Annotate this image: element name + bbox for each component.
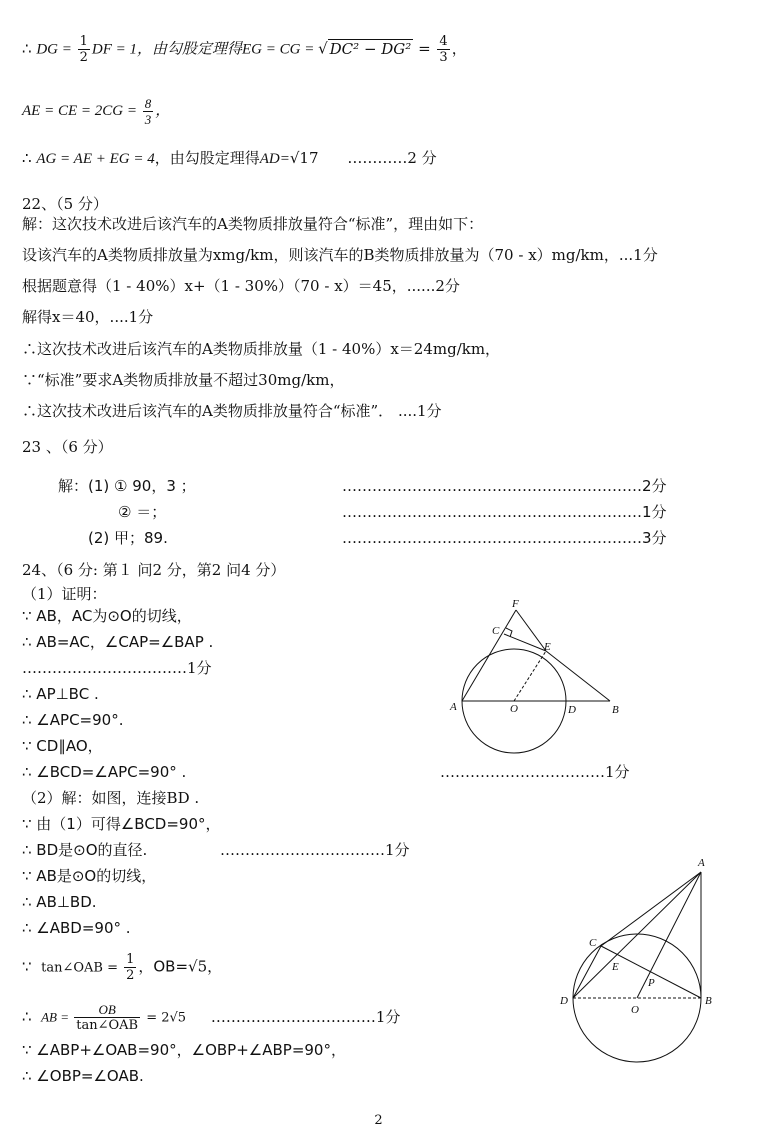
q22-line: 根据题意得（1 - 40%）x+（1 - 30%）（70 - x）＝45，......2分 <box>22 277 460 295</box>
q22-line: 设该汽车的A类物质排放量为xmg/km，则该汽车的B类物质排放量为（70 - x）mg/km，...1分 <box>22 246 658 264</box>
q24-line: ∴ AB=AC，∠CAP=∠BAP . <box>22 633 214 651</box>
q24-dots: ……………………………1分 <box>220 841 410 859</box>
label-a: A <box>698 857 705 869</box>
label-o: O <box>631 1004 639 1016</box>
label-d: D <box>568 704 576 716</box>
q24-dots: ……………………………1分 <box>440 763 630 781</box>
q22-line: ∴这次技术改进后该汽车的A类物质排放量（1 - 40%）x＝24mg/km， <box>22 340 501 358</box>
segment <box>573 872 701 998</box>
q24-line: ∴ ∠OBP=∠OAB. <box>22 1067 144 1085</box>
q24-line: ∴ ∠BCD=∠APC=90° . <box>22 763 187 781</box>
q23-r3-dots: ……………………………………………………3分 <box>342 529 667 547</box>
q24-line: （2）解：如图，连接BD . <box>22 789 200 807</box>
q23-r3: (2) 甲；89. <box>88 529 168 547</box>
q24-ab: ∴ AB = $\frac{OB}{\text{tan∠OAB}}$ = 2√5 ……………………………1分 <box>22 1002 401 1033</box>
label-p: P <box>648 977 655 989</box>
q24-line: ∵ CD∥AO， <box>22 737 103 755</box>
label-b: B <box>612 704 619 716</box>
q24-line: ∵ ∠ABP+∠OAB=90°，∠OBP+∠ABP=90°， <box>22 1041 346 1059</box>
label-c: C <box>492 625 500 637</box>
label-e: E <box>612 961 619 973</box>
segment <box>462 610 516 701</box>
q24-line: ∵ AB是⊙O的切线， <box>22 867 157 885</box>
q24-tan: ∵ tan∠OAB = $\frac{1}{2}$ ，OB=√5， <box>22 952 223 983</box>
q23-r2-dots: ……………………………………………………1分 <box>342 503 667 521</box>
segment <box>514 651 546 701</box>
geometry-figure-2 <box>555 850 735 1070</box>
segment <box>546 651 610 701</box>
q22-line: 解得x＝40，....1分 <box>22 308 154 326</box>
label-a: A <box>450 701 457 713</box>
q22-line: 解：这次技术改进后该汽车的A类物质排放量符合“标准”，理由如下： <box>22 215 484 233</box>
q24-head: 24、（6 分: 第１ 问2 分，第2 问4 分） <box>22 561 286 579</box>
q23-head: 23 、（6 分） <box>22 438 113 456</box>
q23-r2: ② ＝； <box>118 503 167 521</box>
q24-line: ∵ 由（1）可得∠BCD=90°， <box>22 815 221 833</box>
q23-r1-dots: ……………………………………………………2分 <box>342 477 667 495</box>
line-ae: AE = CE = 2CG = $\frac{8}{3}$ ， <box>22 96 171 127</box>
label-f: F <box>512 598 519 610</box>
q24-line: ∴ AB⊥BD. <box>22 893 97 911</box>
label-o: O <box>510 703 518 715</box>
segment <box>573 946 601 998</box>
label-e: E <box>544 641 551 653</box>
label-b: B <box>705 995 712 1007</box>
q22-line: ∴这次技术改进后该汽车的A类物质排放量符合“标准”． ....1分 <box>22 402 442 420</box>
geometry-figure-1 <box>440 596 640 766</box>
q24-line: （1）证明： <box>22 585 107 603</box>
q22-line: ∵“标准”要求A类物质排放量不超过30mg/km， <box>22 371 345 389</box>
page-number: 2 <box>374 1113 383 1128</box>
q24-line: ……………………………1分 <box>22 659 212 677</box>
q24-line: ∴ AP⊥BC . <box>22 685 99 703</box>
q24-line: ∴ ∠APC=90°. <box>22 711 124 729</box>
q24-line: ∴ BD是⊙O的直径. <box>22 841 148 859</box>
q24-line: ∴ ∠ABD=90° . <box>22 919 131 937</box>
label-c: C <box>589 937 597 949</box>
q24-line: ∵ AB，AC为⊙O的切线， <box>22 607 192 625</box>
segment <box>601 872 701 946</box>
label-d: D <box>560 995 568 1007</box>
line-dg: ∴ DG = $\frac{1}{2}$ DF = 1，由勾股定理得EG = CG = √ DC² − DG² = $\frac{4}{3}$ ， <box>22 34 467 65</box>
line-ag: ∴ AG = AE + EG = 4，由勾股定理得AD=√17 …………2 分 <box>22 149 437 167</box>
q23-r1: 解：(1) ① 90，3 ； <box>58 477 196 495</box>
q22-head: 22、（5 分） <box>22 195 108 213</box>
